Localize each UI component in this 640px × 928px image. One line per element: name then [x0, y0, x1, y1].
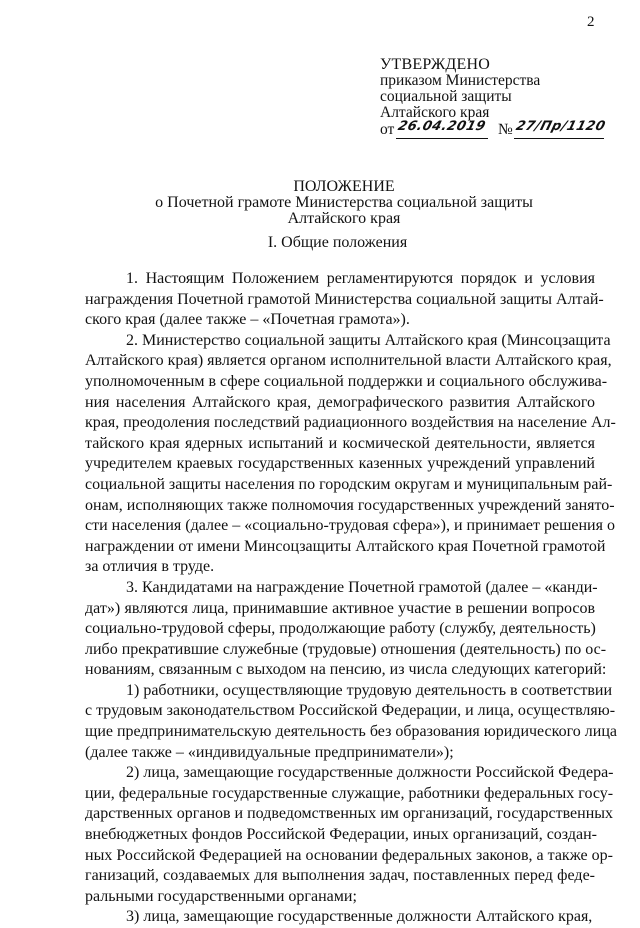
text-line: внебюджетных фондов Российской Федерации, иных организаций, создан- [85, 826, 597, 844]
text-line: нованиям, связанным с выходом на пенсию, из числа следующих категорий: [85, 661, 607, 679]
handwritten-number: 27/Пр/1120 [514, 119, 608, 134]
paragraph-2 [85, 331, 616, 578]
text-line: социальной защиты населения по городским округам и муниципальным рай- [85, 475, 613, 493]
text-line: ского края (далее также – «Почетная грамота»). [85, 311, 410, 329]
text-line: награждении от имени Минсоцзащиты Алтайского края Почетной грамотой [85, 537, 606, 555]
text-line: 2) лица, замещающие государственные должности Российской Федера- [126, 764, 614, 782]
text-line: ральными государственными органами; [85, 887, 357, 905]
item-1 [85, 681, 617, 763]
paragraph-3 [85, 578, 607, 681]
text-line: онам, исполняющих также полномочия государственных учреждений занято- [85, 496, 615, 514]
text-line: 1. Настоящим Положением регламентируются порядок и условия [126, 270, 595, 287]
number-underline [514, 138, 604, 139]
text-line: сти населения (далее – «социально-трудовая сфера»), и принимает решения о [85, 517, 615, 535]
document-title [0, 179, 640, 227]
text-line: дат») являются лица, принимавшие активное участие в решении вопросов [85, 599, 595, 617]
text-line: 2. Министерство социальной защиты Алтайского края (Минсоцзащита [126, 331, 611, 349]
section-title-text: I. Общие положения [267, 234, 408, 251]
approval-line-3: Алтайского края [380, 104, 490, 121]
text-line: награждения Почетной грамотой Министерства социальной защиты Алтай- [85, 290, 604, 308]
text-line: социально-трудовой сферы, продолжающие работу (службу, деятельность) [85, 620, 596, 638]
handwritten-date: 26.04.2019 [396, 119, 488, 134]
approval-line-1: приказом Министерства [380, 72, 541, 89]
number-prefix: № [498, 121, 513, 138]
text-line: 1) работники, осуществляющие трудовую деятельность в соответствии [126, 681, 612, 699]
text-line: ных Российской Федерацией на основании федеральных законов, а также ор- [85, 846, 613, 864]
approval-heading: УТВЕРЖДЕНО [380, 56, 491, 73]
approval-block [380, 57, 620, 140]
text-line: 3) лица, замещающие государственные должности Алтайского края, [126, 908, 593, 926]
text-line: дарственных органов и подведомственных им организаций, государственных [85, 805, 614, 823]
approval-line-2: социальной защиты [380, 88, 512, 105]
item-2 [85, 763, 614, 907]
text-line: ния населения Алтайского края, демографического развития Алтайского [85, 393, 595, 411]
item-3 [85, 907, 595, 928]
document-body [85, 269, 617, 928]
text-line: щие предпринимательскую деятельность без образования юридического лица [85, 723, 617, 741]
title-heading: ПОЛОЖЕНИЕ [293, 178, 395, 195]
text-line: либо прекратившие служебные (трудовые) отношения (деятельность) по ос- [85, 640, 607, 658]
text-line: учредителем краевых государственных казенных учреждений управлений [85, 455, 595, 473]
text-line: Алтайского края) является органом исполнительной власти Алтайского края, [85, 352, 612, 370]
page-number: 2 [587, 14, 595, 30]
text-line: 3. Кандидатами на награждение Почетной грамотой (далее – «канди- [126, 578, 598, 596]
date-prefix: от [380, 121, 395, 138]
paragraph-1 [85, 269, 604, 331]
section-title [0, 234, 640, 252]
text-line: уполномоченным в сфере социальной поддержки и социального обслужива- [85, 372, 608, 390]
approval-date-number-line [380, 119, 620, 140]
text-line: (далее также – «индивидуальные предприниматели»); [85, 743, 454, 761]
text-line: с трудовым законодательством Российской Федерации, и лица, осуществляю- [85, 702, 616, 720]
date-underline [396, 138, 488, 139]
text-line: ции, федеральные государственные служащие, работники федеральных госу- [85, 784, 614, 802]
text-line: ганизаций, создаваемых для выполнения задач, поставленных перед феде- [85, 867, 595, 885]
title-line-1: о Почетной грамоте Министерства социальной защиты [155, 194, 533, 211]
text-line: края, преодоления последствий радиационного воздействия на население Ал- [85, 414, 616, 432]
title-line-2: Алтайского края [287, 210, 401, 227]
text-line: тайского края ядерных испытаний и космической деятельности, является [85, 434, 595, 452]
text-line: за отличия в труде. [85, 558, 215, 576]
